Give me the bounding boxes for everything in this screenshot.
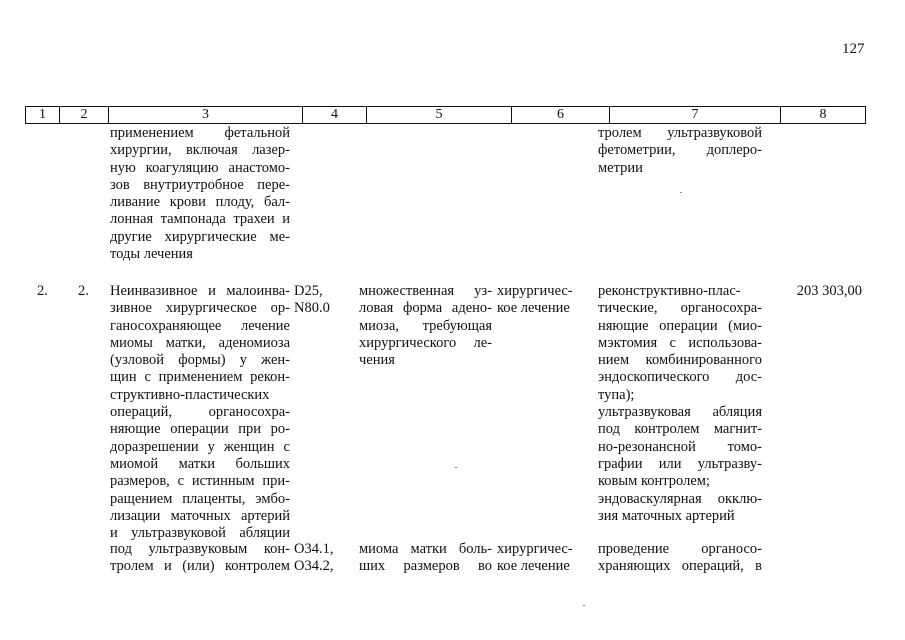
text-line: под контролем магнит- [598, 421, 762, 438]
text-line: Неинвазивное и малоинва- [110, 283, 290, 299]
header-cell-5: 5 [367, 107, 512, 124]
text-line: кое лечение [497, 558, 570, 575]
header-cell-4: 4 [303, 107, 367, 124]
text-line: применением фетальной [110, 125, 290, 141]
block1-method-cell [110, 125, 290, 263]
text-line: кое лечение [497, 300, 570, 317]
text-line: ращением плаценты, эмбо- [110, 490, 290, 507]
text-line: ганосохраняющее лечение [110, 317, 290, 334]
text-line: фетометрии, доплеро- [598, 142, 762, 159]
block2-diagnosis-cell [359, 283, 492, 369]
text-line: хирургичес- [497, 541, 573, 557]
text-line: N80.0 [294, 300, 330, 317]
block3-treatment-type-cell [497, 541, 593, 576]
text-line: графии или ультразву- [598, 455, 762, 472]
text-line: миома матки боль- [359, 541, 492, 557]
header-cell-8: 8 [781, 107, 866, 124]
text-line: доразрешении у женщин с [110, 438, 290, 455]
text-line: O34.1, [294, 541, 334, 557]
text-line: (узловой формы) у жен- [110, 352, 290, 369]
header-cell-3: 3 [109, 107, 303, 124]
scan-speck [680, 192, 682, 193]
text-line: ультразвуковая абляция [598, 404, 762, 421]
block3-diagnosis-cell [359, 541, 492, 576]
header-cell-7: 7 [610, 107, 781, 124]
text-line: миомы матки, аденомиоза [110, 334, 290, 351]
text-line: но-резонансной томо- [598, 438, 762, 455]
text-line: метрии [598, 159, 643, 176]
block2-cost-cell: 203 303,00 [796, 283, 862, 299]
block2-icd-code-cell [294, 283, 354, 318]
text-line: ливание крови плоду, бал- [110, 194, 290, 211]
block1-procedure-cell [598, 125, 762, 177]
text-line: хирургии, включая лазер- [110, 142, 290, 159]
text-line: проведение органосо- [598, 541, 762, 557]
text-line: тролем ультразвуковой [598, 125, 762, 141]
text-line: миоза, требующая [359, 317, 492, 334]
scan-speck [455, 467, 457, 468]
block2-method-cell [110, 283, 290, 542]
header-cell-2: 2 [60, 107, 109, 124]
text-line: размеров, с истинным при- [110, 473, 290, 490]
text-line: мэктомия с использова- [598, 334, 762, 351]
text-line: тоды лечения [110, 246, 193, 263]
text-line: зов внутриутробное пере- [110, 176, 290, 193]
block3-icd-code-cell [294, 541, 354, 576]
block2-treatment-type-cell [497, 283, 593, 318]
text-line: храняющих операций, в [598, 558, 762, 575]
group-number-cell: 2. [78, 283, 89, 299]
text-line: реконструктивно-плас- [598, 283, 741, 299]
text-line: ную коагуляцию анастомо- [110, 159, 290, 176]
text-line: тические, органосохра- [598, 300, 762, 317]
text-line: эндоваскулярная окклю- [598, 490, 762, 507]
text-line: эндоскопического дос- [598, 369, 762, 386]
text-line: D25, [294, 283, 323, 299]
header-cell-6: 6 [512, 107, 610, 124]
text-line: под ультразвуковым кон- [110, 541, 290, 557]
text-line: тупа); [598, 386, 635, 403]
text-line: чения [359, 352, 395, 369]
text-line: и ультразвуковой абляции [110, 525, 290, 542]
text-line: зия маточных артерий [598, 507, 735, 524]
text-line: множественная уз- [359, 283, 492, 299]
row-number-cell: 2. [37, 283, 48, 299]
text-line: зивное хирургическое ор- [110, 300, 290, 317]
text-line: хирургического ле- [359, 334, 492, 351]
block2-procedure-cell [598, 283, 762, 525]
text-line: O34.2, [294, 558, 334, 575]
text-line: няющие операции (мио- [598, 317, 762, 334]
text-line: щин с применением рекон- [110, 369, 290, 386]
block3-procedure-cell [598, 541, 762, 576]
text-line: ловая форма адено- [359, 300, 492, 317]
block3-method-cell [110, 541, 290, 576]
text-line: миомой матки больших [110, 455, 290, 472]
text-line: структивно-пластических [110, 386, 270, 403]
text-line: няющие операции при ро- [110, 421, 290, 438]
header-cell-1: 1 [26, 107, 60, 124]
column-header-row [25, 106, 866, 124]
text-line: ковым контролем; [598, 473, 710, 490]
text-line: лонная тампонада трахеи и [110, 211, 290, 228]
text-line: операций, органосохра- [110, 404, 290, 421]
text-line: ших размеров во [359, 558, 492, 575]
scan-speck [583, 605, 585, 606]
text-line: тролем и (или) контролем [110, 558, 290, 575]
text-line: другие хирургические ме- [110, 228, 290, 245]
text-line: лизации маточных артерий [110, 507, 290, 524]
page-number: 127 [842, 41, 865, 57]
text-line: нием комбинированного [598, 352, 762, 369]
text-line: хирургичес- [497, 283, 573, 299]
